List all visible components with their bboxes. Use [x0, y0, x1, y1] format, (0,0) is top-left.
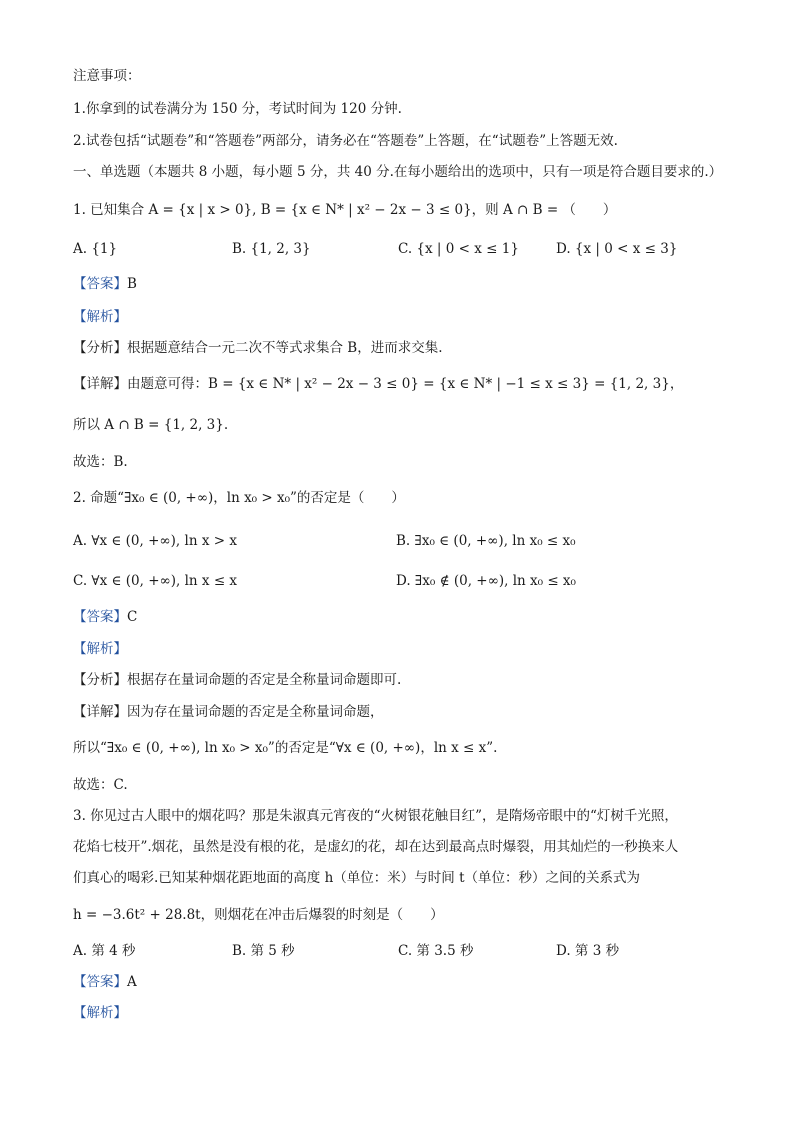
answer-tag: 【答案】	[73, 609, 127, 625]
q1-stem: 1. 已知集合 A = {x | x > 0}, B = {x ∈ N* | x² − 2x − 3 ≤ 0}，则 A ∩ B = （ ）	[73, 202, 617, 218]
q2-option-d: D. ∃x₀ ∉ (0, +∞), ln x₀ ≤ x₀	[396, 573, 576, 589]
notice-item-1: 1.你拿到的试卷满分为 150 分，考试时间为 120 分钟.	[73, 101, 402, 117]
q1-option-d: D. {x | 0 < x ≤ 3}	[556, 241, 678, 257]
analysis-tag: 【解析】	[73, 309, 127, 325]
q3-analysis	[73, 1003, 127, 1023]
analysis-tag: 【解析】	[73, 641, 127, 657]
q1-option-b: B. {1, 2, 3}	[232, 241, 311, 257]
q2-line2: 所以“∃x₀ ∈ (0, +∞), ln x₀ > x₀”的否定是“∀x ∈ (0, +∞)，ln x ≤ x”.	[73, 740, 498, 756]
xiangjie-tag: 【详解】	[73, 704, 127, 720]
q2-fenxi-text: 根据存在量词命题的否定是全称量词命题即可.	[127, 672, 402, 688]
q2-option-a: A. ∀x ∈ (0, +∞), ln x > x	[73, 533, 237, 549]
q2-xiangjie	[73, 702, 384, 722]
q1-choice: 故选：B.	[73, 454, 128, 470]
q2-answer-value: C	[127, 609, 138, 625]
q3-stem-line2: 花焰七枝开”.烟花，虽然是没有根的花，是虚幻的花，却在达到最高点时爆裂，用其灿烂的一秒换来人	[73, 839, 679, 855]
q1-option-c: C. {x | 0 < x ≤ 1}	[398, 241, 519, 257]
xiangjie-tag: 【详解】	[73, 376, 127, 392]
q2-stem: 2. 命题“∃x₀ ∈ (0, +∞)，ln x₀ > x₀”的否定是（ ）	[73, 490, 405, 506]
q3-option-c: C. 第 3.5 秒	[398, 943, 474, 959]
q1-fenxi	[73, 338, 443, 358]
q2-answer	[73, 607, 137, 627]
q3-option-d: D. 第 3 秒	[556, 943, 620, 959]
q1-analysis	[73, 307, 127, 327]
q1-xiangjie	[73, 374, 683, 394]
analysis-tag: 【解析】	[73, 1005, 127, 1021]
q1-xiangjie-text: 由题意可得：B = {x ∈ N* | x² − 2x − 3 ≤ 0} = {x ∈ N* | −1 ≤ x ≤ 3} = {1, 2, 3}，	[127, 376, 684, 392]
q3-option-b: B. 第 5 秒	[232, 943, 295, 959]
q3-answer	[73, 972, 137, 992]
q1-answer-value: B	[127, 276, 137, 292]
notice-title: 注意事项：	[73, 68, 141, 84]
q3-answer-value: A	[127, 974, 137, 990]
q3-stem-line4: h = −3.6t² + 28.8t，则烟花在冲击后爆裂的时刻是（ ）	[73, 907, 444, 923]
section-heading: 一、单选题（本题共 8 小题，每小题 5 分，共 40 分.在每小题给出的选项中，只有一项是符合题目要求的.）	[73, 164, 723, 180]
q2-xiangjie-text: 因为存在量词命题的否定是全称量词命题，	[127, 704, 384, 720]
q1-option-a: A. {1}	[73, 241, 118, 257]
notice-item-2: 2.试卷包括“试题卷”和“答题卷”两部分，请务必在“答题卷”上答题，在“试题卷”上答题无效.	[73, 133, 618, 149]
q3-stem-line3: 们真心的喝彩.已知某种烟花距地面的高度 h（单位：米）与时间 t（单位：秒）之间的关系式为	[73, 870, 640, 886]
q2-fenxi	[73, 670, 401, 690]
q1-answer	[73, 274, 137, 294]
q3-stem-line1: 3. 你见过古人眼中的烟花吗？那是朱淑真元宵夜的“火树银花触目红”，是隋炀帝眼中的“灯树千光照，	[73, 808, 678, 824]
answer-tag: 【答案】	[73, 974, 127, 990]
q1-line2: 所以 A ∩ B = {1, 2, 3}.	[73, 417, 229, 433]
fenxi-tag: 【分析】	[73, 340, 127, 356]
q2-analysis	[73, 639, 127, 659]
q2-choice: 故选：C.	[73, 777, 128, 793]
q2-option-b: B. ∃x₀ ∈ (0, +∞), ln x₀ ≤ x₀	[396, 533, 576, 549]
fenxi-tag: 【分析】	[73, 672, 127, 688]
q1-fenxi-text: 根据题意结合一元二次不等式求集合 B，进而求交集.	[127, 340, 443, 356]
q3-option-a: A. 第 4 秒	[73, 943, 136, 959]
q2-option-c: C. ∀x ∈ (0, +∞), ln x ≤ x	[73, 573, 238, 589]
answer-tag: 【答案】	[73, 276, 127, 292]
